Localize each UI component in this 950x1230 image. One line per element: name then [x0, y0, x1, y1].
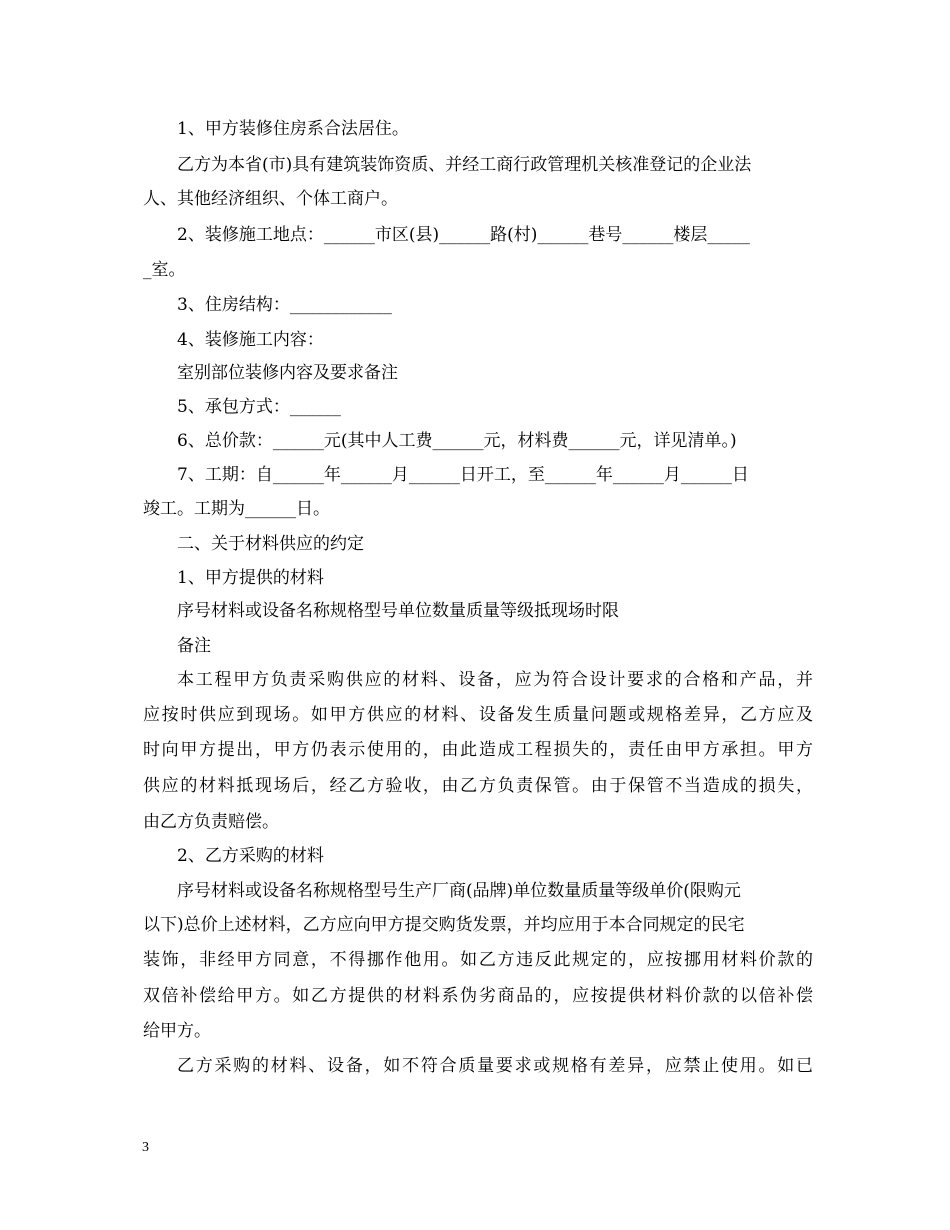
text-line: 6、总价款：______元(其中人工费______元，材料费______元，详见清单。) — [177, 431, 737, 451]
text-line: 供应的材料抵现场后，经乙方验收，由乙方负责保管。由于保管不当造成的损失， — [143, 776, 815, 796]
text-line: 室别部位装修内容及要求备注 — [177, 363, 398, 383]
text-line: 2、装修施工地点：______市区(县)______路(村)______巷号______楼层_____ — [177, 225, 750, 245]
text-line: 备注 — [177, 636, 211, 656]
text-line: 以下)总价上述材料，乙方应向甲方提交购货发票，并均应用于本合同规定的民宅 — [143, 915, 745, 935]
text-line: 双倍补偿给甲方。如乙方提供的材料系伪劣商品的，应按提供材料价款的以倍补偿 — [143, 986, 815, 1006]
text-line: 给甲方。 — [143, 1021, 211, 1041]
text-line: 乙方为本省(市)具有建筑装饰资质、并经工商行政管理机关核准登记的企业法 — [177, 155, 752, 175]
text-line: 竣工。工期为______日。 — [143, 499, 330, 519]
text-line: 本工程甲方负责采购供应的材料、设备，应为符合设计要求的合格和产品，并 — [177, 670, 815, 690]
text-line: 1、甲方装修住房系合法居住。 — [177, 119, 409, 139]
text-line: 由乙方负责赔偿。 — [143, 812, 279, 832]
text-line: 乙方采购的材料、设备，如不符合质量要求或规格有差异，应禁止使用。如已 — [177, 1056, 815, 1076]
text-line: 序号材料或设备名称规格型号生产厂商(品牌)单位数量质量等级单价(限购元 — [177, 881, 741, 901]
text-line: 5、承包方式：______ — [177, 397, 341, 417]
text-line: 7、工期：自______年______月______日开工，至______年______月______日 — [177, 465, 749, 485]
text-line: 应按时供应到现场。如甲方供应的材料、设备发生质量问题或规格差异，乙方应及 — [143, 705, 815, 725]
section-heading: 二、关于材料供应的约定 — [177, 534, 364, 554]
text-line: _室。 — [143, 260, 186, 280]
text-line: 3、住房结构：____________ — [177, 295, 392, 315]
text-line: 装饰，非经甲方同意，不得挪作他用。如乙方违反此规定的，应按挪用材料价款的 — [143, 950, 815, 970]
text-line: 2、乙方采购的材料 — [177, 846, 324, 866]
text-line: 4、装修施工内容： — [177, 330, 324, 350]
text-line: 人、其他经济组织、个体工商户。 — [143, 189, 398, 209]
page-number: 3 — [142, 1140, 149, 1155]
text-line: 序号材料或设备名称规格型号单位数量质量等级抵现场时限 — [177, 601, 619, 621]
text-line: 1、甲方提供的材料 — [177, 568, 324, 588]
text-line: 时向甲方提出，甲方仍表示使用的，由此造成工程损失的，责任由甲方承担。甲方 — [143, 740, 815, 760]
